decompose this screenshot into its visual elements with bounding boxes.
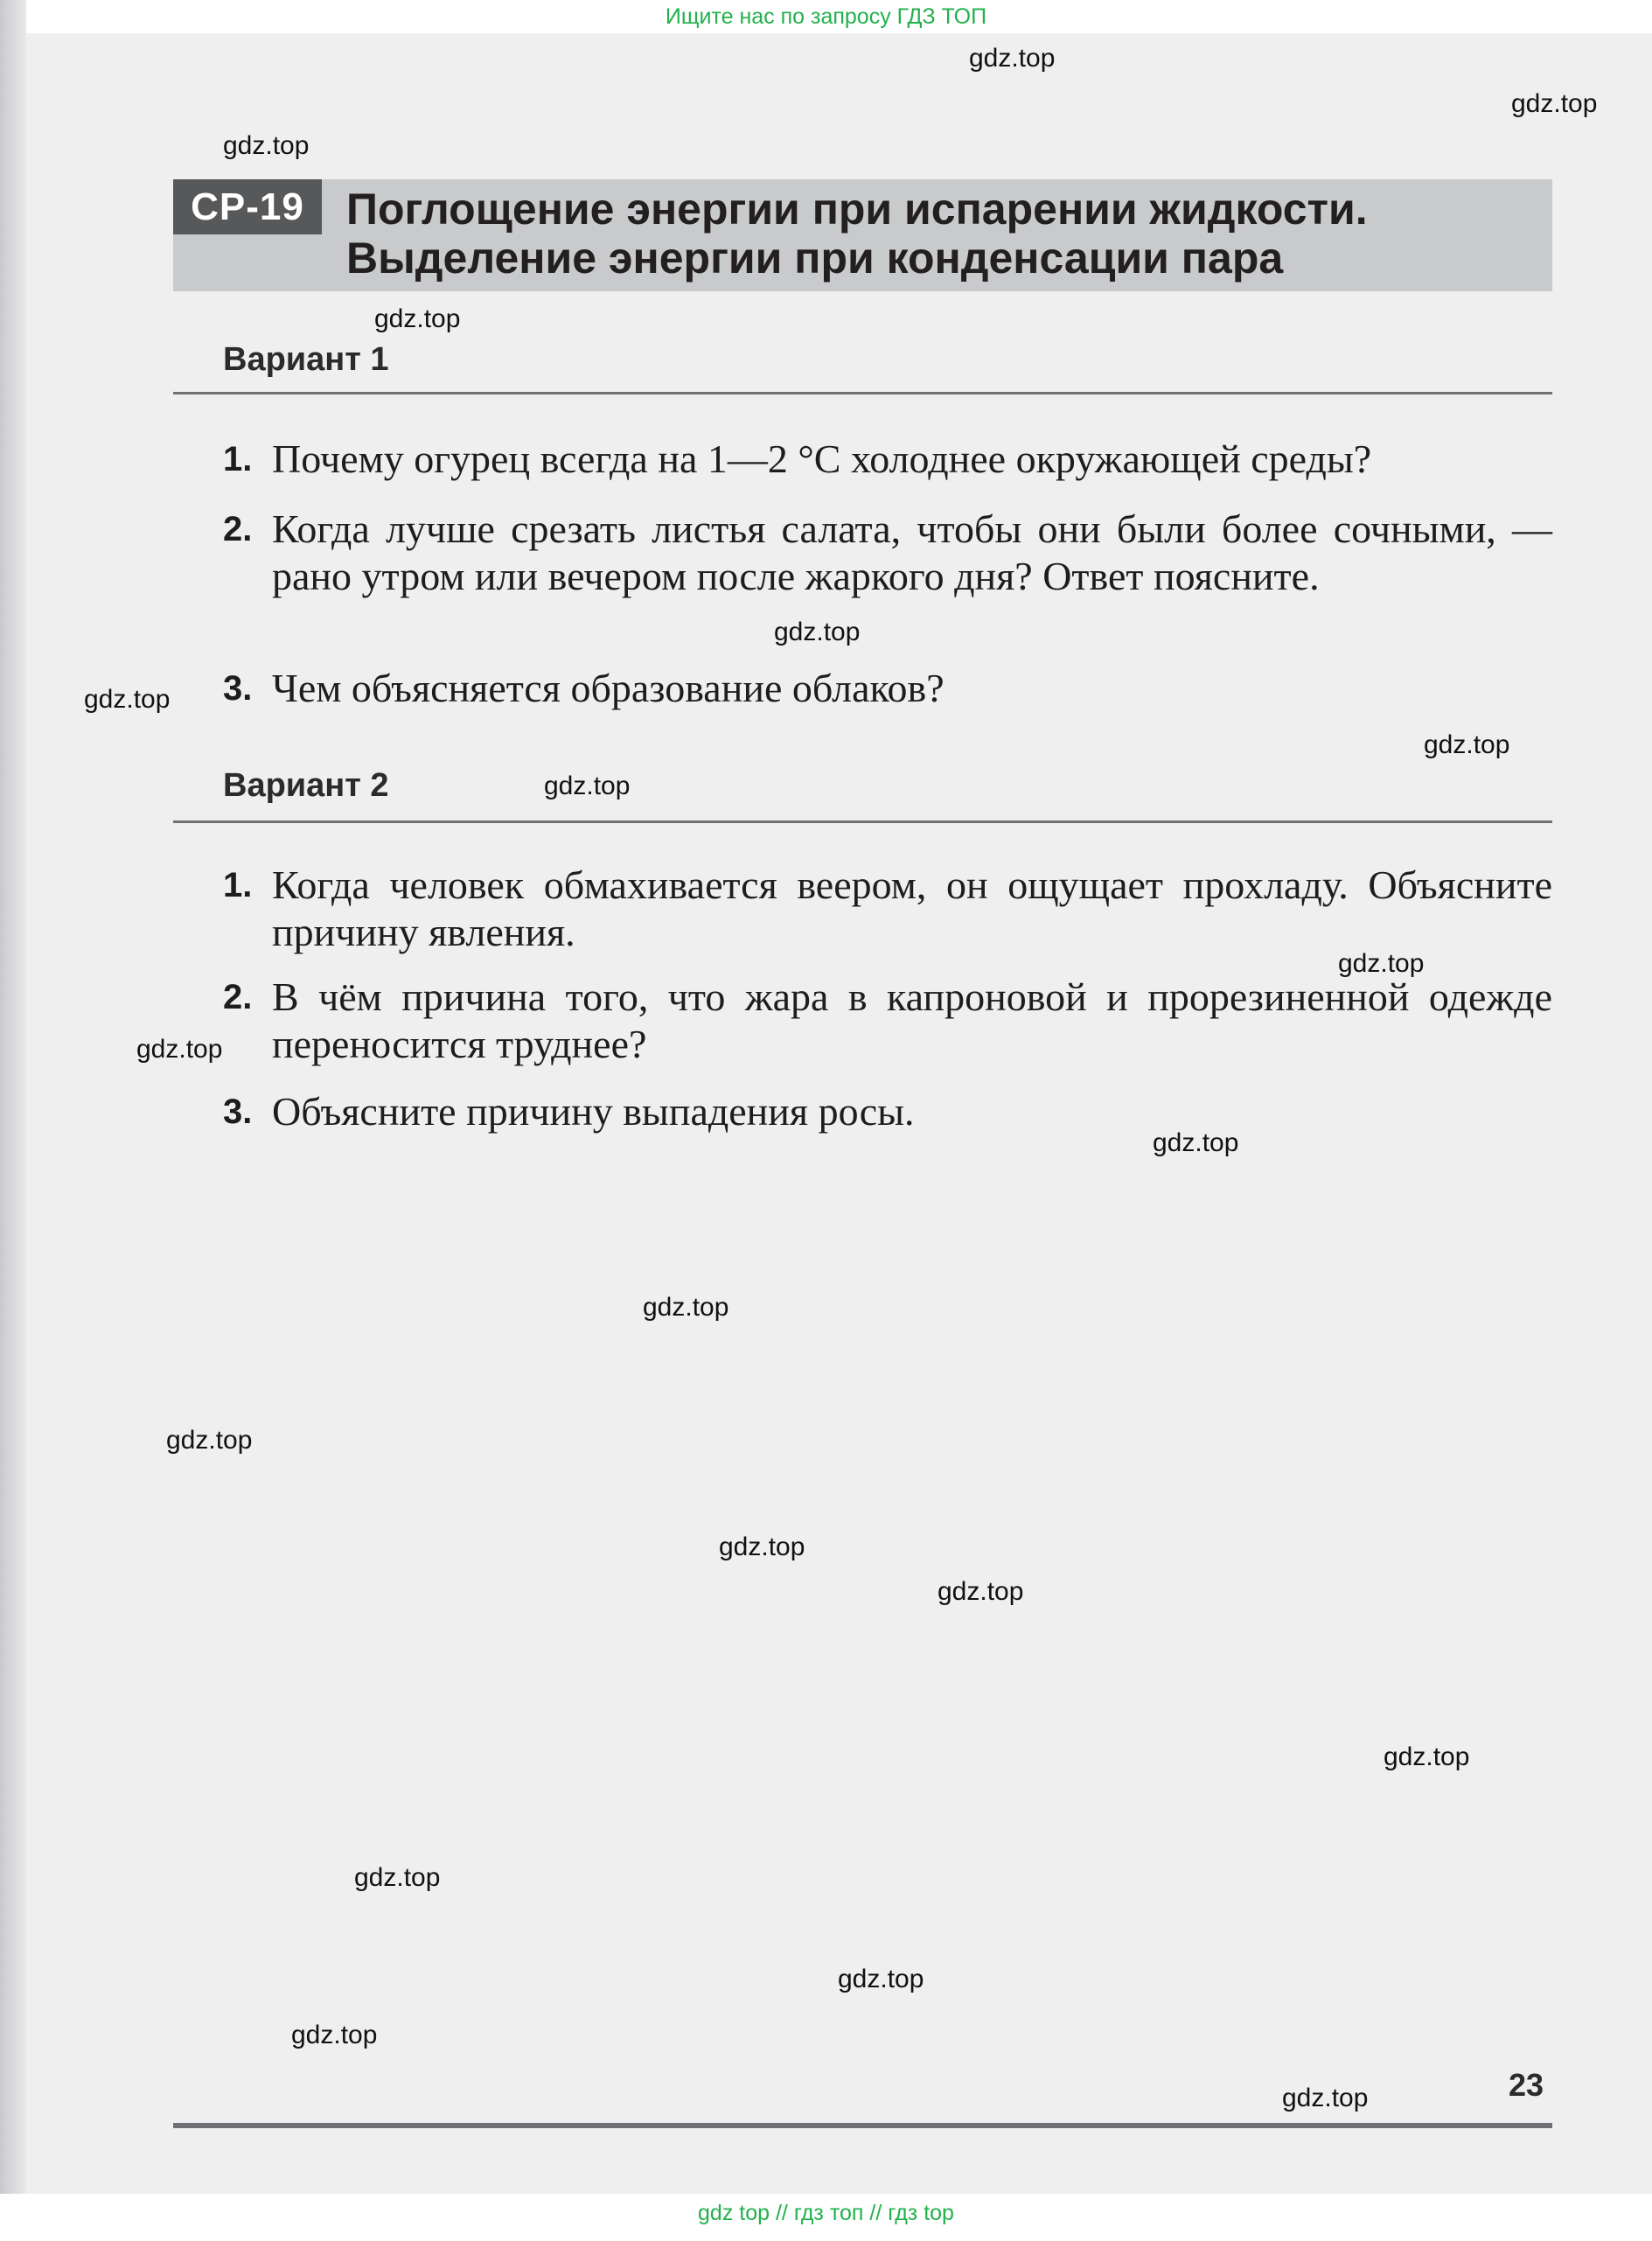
page-binding-shadow: [0, 0, 26, 2194]
variant2-question-2: [223, 974, 1552, 1068]
watermark: gdz.top: [1511, 89, 1598, 118]
watermark: gdz.top: [1338, 949, 1425, 978]
watermark: gdz.top: [938, 1577, 1024, 1606]
question-text: Когда лучше срезать листья салата, чтобы они были более сочными, — рано утром или вечером после жаркого дня? Ответ поясните.: [272, 506, 1552, 598]
bottom-banner[interactable]: gdz top // гдз топ // гдз top: [698, 2201, 954, 2225]
variant1-title: Вариант 1: [223, 341, 389, 378]
watermark: gdz.top: [166, 1426, 253, 1455]
question-text: Когда человек обмахивается веером, он ощущает прохладу. Объясните причину явления.: [272, 862, 1552, 954]
question-text: В чём причина того, что жара в капроновой и прорезиненной одежде переносится труднее?: [272, 974, 1552, 1066]
variant2-question-3: [223, 1088, 1552, 1135]
watermark: gdz.top: [544, 771, 631, 800]
variant2-rule: [173, 820, 1552, 823]
variant1-rule: [173, 392, 1552, 394]
watermark: gdz.top: [838, 1965, 924, 1993]
watermark: gdz.top: [774, 618, 861, 646]
question-number: 1.: [223, 866, 253, 904]
variant2-title: Вариант 2: [223, 767, 389, 804]
variant1-question-3: [223, 665, 1552, 712]
question-number: 2.: [223, 978, 253, 1016]
watermark: gdz.top: [969, 44, 1056, 73]
watermark: gdz.top: [136, 1035, 223, 1064]
section-title-line1: Поглощение энергии при испарении жидкости.: [346, 185, 1368, 234]
top-banner[interactable]: Ищите нас по запросу ГДЗ ТОП: [665, 4, 987, 29]
variant1-question-2: [223, 506, 1552, 600]
section-header: [173, 179, 1552, 291]
variant1-question-1: [223, 436, 1552, 483]
watermark: gdz.top: [643, 1293, 729, 1322]
watermark: gdz.top: [291, 2021, 378, 2049]
question-text: Объясните причину выпадения росы.: [272, 1089, 915, 1134]
watermark: gdz.top: [719, 1532, 805, 1561]
variant2-question-1: [223, 862, 1552, 956]
question-text: Почему огурец всегда на 1—2 °С холоднее окружающей среды?: [272, 436, 1372, 481]
watermark: gdz.top: [223, 131, 310, 160]
watermark: gdz.top: [374, 304, 461, 333]
watermark: gdz.top: [1424, 730, 1510, 759]
question-text: Чем объясняется образование облаков?: [272, 666, 944, 710]
question-number: 3.: [223, 1093, 253, 1131]
watermark: gdz.top: [1282, 2084, 1369, 2112]
question-number: 2.: [223, 510, 253, 548]
page-number: 23: [1509, 2067, 1544, 2103]
watermark: gdz.top: [354, 1863, 441, 1892]
section-title-line2: Выделение энергии при конденсации пара: [346, 234, 1284, 283]
section-code-badge: СР-19: [173, 179, 322, 234]
question-number: 1.: [223, 440, 253, 478]
bottom-rule: [173, 2123, 1552, 2128]
watermark: gdz.top: [1153, 1128, 1239, 1157]
question-number: 3.: [223, 669, 253, 708]
watermark: gdz.top: [1384, 1742, 1470, 1771]
watermark: gdz.top: [84, 685, 171, 714]
section-title: [346, 185, 1544, 283]
